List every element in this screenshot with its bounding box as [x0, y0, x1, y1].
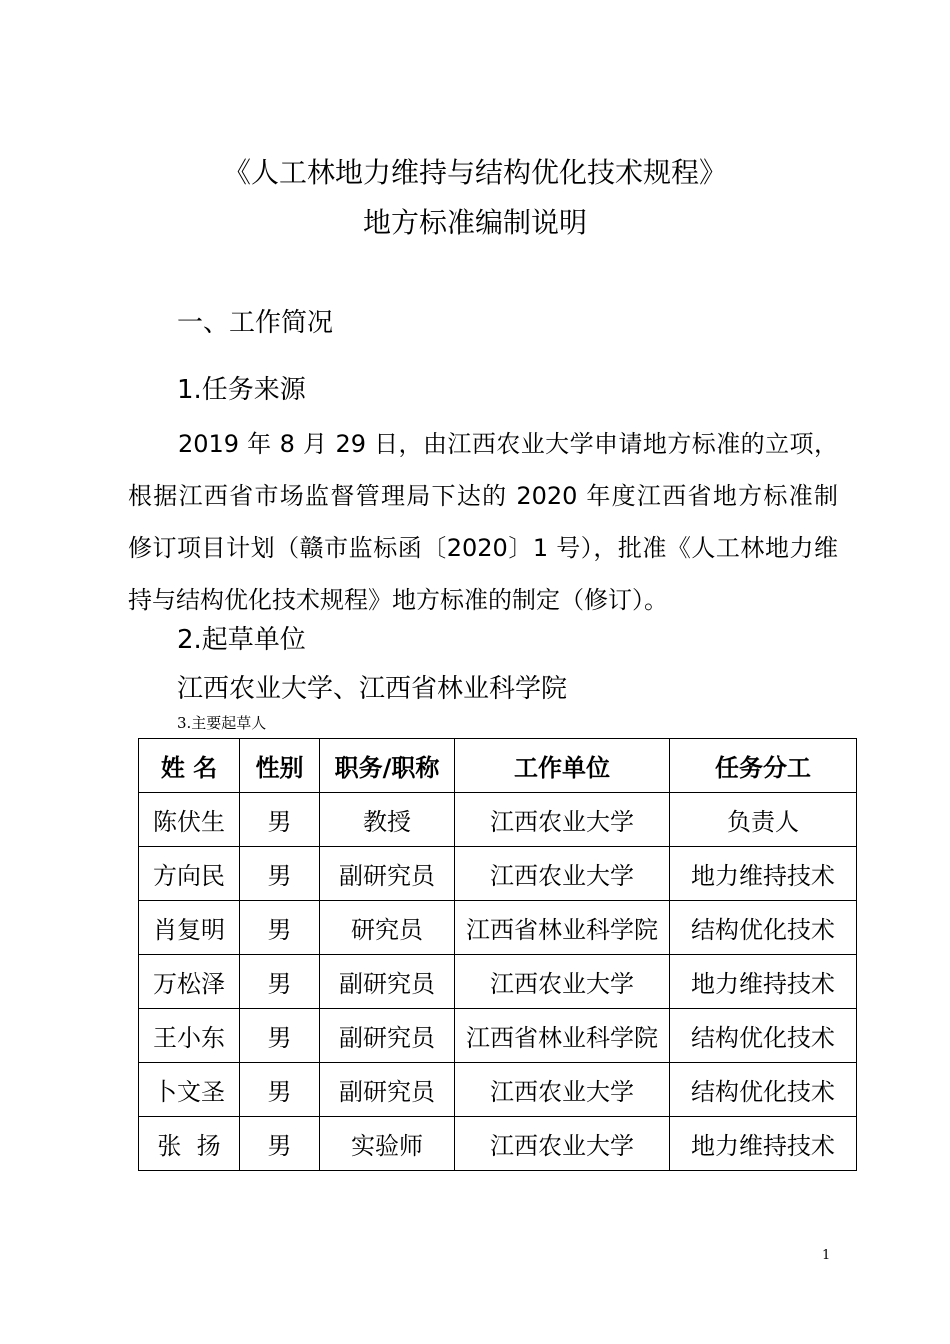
subheading-drafting-unit: 2.起草单位 [177, 625, 306, 655]
cell-title: 实验师 [320, 1117, 455, 1171]
paragraph-line: 持与结构优化技术规程》地方标准的制定（修订）。 [128, 586, 668, 614]
cell-duty: 地力维持技术 [670, 955, 857, 1009]
table-row [139, 955, 857, 1009]
cell-unit: 江西省林业科学院 [455, 1009, 670, 1063]
drafting-unit-text: 江西农业大学、江西省林业科学院 [177, 674, 568, 704]
column-header-title: 职务/职称 [320, 739, 455, 793]
paragraph-line: 根据江西省市场监督管理局下达的 2020 年度江西省地方标准制 [128, 482, 838, 510]
cell-unit: 江西省林业科学院 [455, 901, 670, 955]
cell-name: 陈伏生 [139, 793, 240, 847]
table-row [139, 1009, 857, 1063]
cell-name: 王小东 [139, 1009, 240, 1063]
column-header-unit: 工作单位 [455, 739, 670, 793]
cell-gender: 男 [240, 955, 320, 1009]
cell-gender: 男 [240, 793, 320, 847]
cell-duty: 结构优化技术 [670, 1063, 857, 1117]
cell-gender: 男 [240, 1117, 320, 1171]
cell-gender: 男 [240, 847, 320, 901]
table-row [139, 793, 857, 847]
table-row [139, 1117, 857, 1171]
cell-title: 副研究员 [320, 1063, 455, 1117]
column-header-gender: 性别 [240, 739, 320, 793]
cell-title: 教授 [320, 793, 455, 847]
cell-title: 副研究员 [320, 1009, 455, 1063]
cell-unit: 江西农业大学 [455, 955, 670, 1009]
subheading-task-source: 1.任务来源 [177, 375, 306, 405]
cell-title: 副研究员 [320, 847, 455, 901]
paragraph-line: 修订项目计划（赣市监标函〔2020〕1 号），批准《人工林地力维 [128, 534, 838, 562]
cell-unit: 江西农业大学 [455, 1117, 670, 1171]
table-row [139, 1063, 857, 1117]
cell-unit: 江西农业大学 [455, 847, 670, 901]
document-title: 《人工林地力维持与结构优化技术规程》 [222, 156, 727, 189]
cell-name: 张 扬 [139, 1117, 240, 1171]
column-header-name: 姓 名 [139, 739, 240, 793]
table-row [139, 847, 857, 901]
cell-gender: 男 [240, 901, 320, 955]
page-number: 1 [822, 1248, 831, 1263]
cell-name: 万松泽 [139, 955, 240, 1009]
column-header-duty: 任务分工 [670, 739, 857, 793]
cell-duty: 结构优化技术 [670, 1009, 857, 1063]
cell-duty: 地力维持技术 [670, 1117, 857, 1171]
cell-title: 研究员 [320, 901, 455, 955]
cell-title: 副研究员 [320, 955, 455, 1009]
task-source-paragraph [128, 418, 838, 626]
cell-unit: 江西农业大学 [455, 1063, 670, 1117]
cell-unit: 江西农业大学 [455, 793, 670, 847]
table-row [139, 901, 857, 955]
table-header-row [139, 739, 857, 793]
subheading-main-drafters: 3.主要起草人 [177, 714, 267, 732]
drafters-table [138, 738, 857, 1171]
document-subtitle: 地方标准编制说明 [362, 206, 587, 239]
cell-duty: 结构优化技术 [670, 901, 857, 955]
cell-gender: 男 [240, 1009, 320, 1063]
section-heading-work-overview: 一、工作简况 [177, 308, 334, 338]
cell-name: 肖复明 [139, 901, 240, 955]
cell-name: 方向民 [139, 847, 240, 901]
paragraph-line: 2019 年 8 月 29 日，由江西农业大学申请地方标准的立项， [178, 430, 838, 458]
cell-duty: 负责人 [670, 793, 857, 847]
cell-gender: 男 [240, 1063, 320, 1117]
cell-name: 卜文圣 [139, 1063, 240, 1117]
cell-duty: 地力维持技术 [670, 847, 857, 901]
